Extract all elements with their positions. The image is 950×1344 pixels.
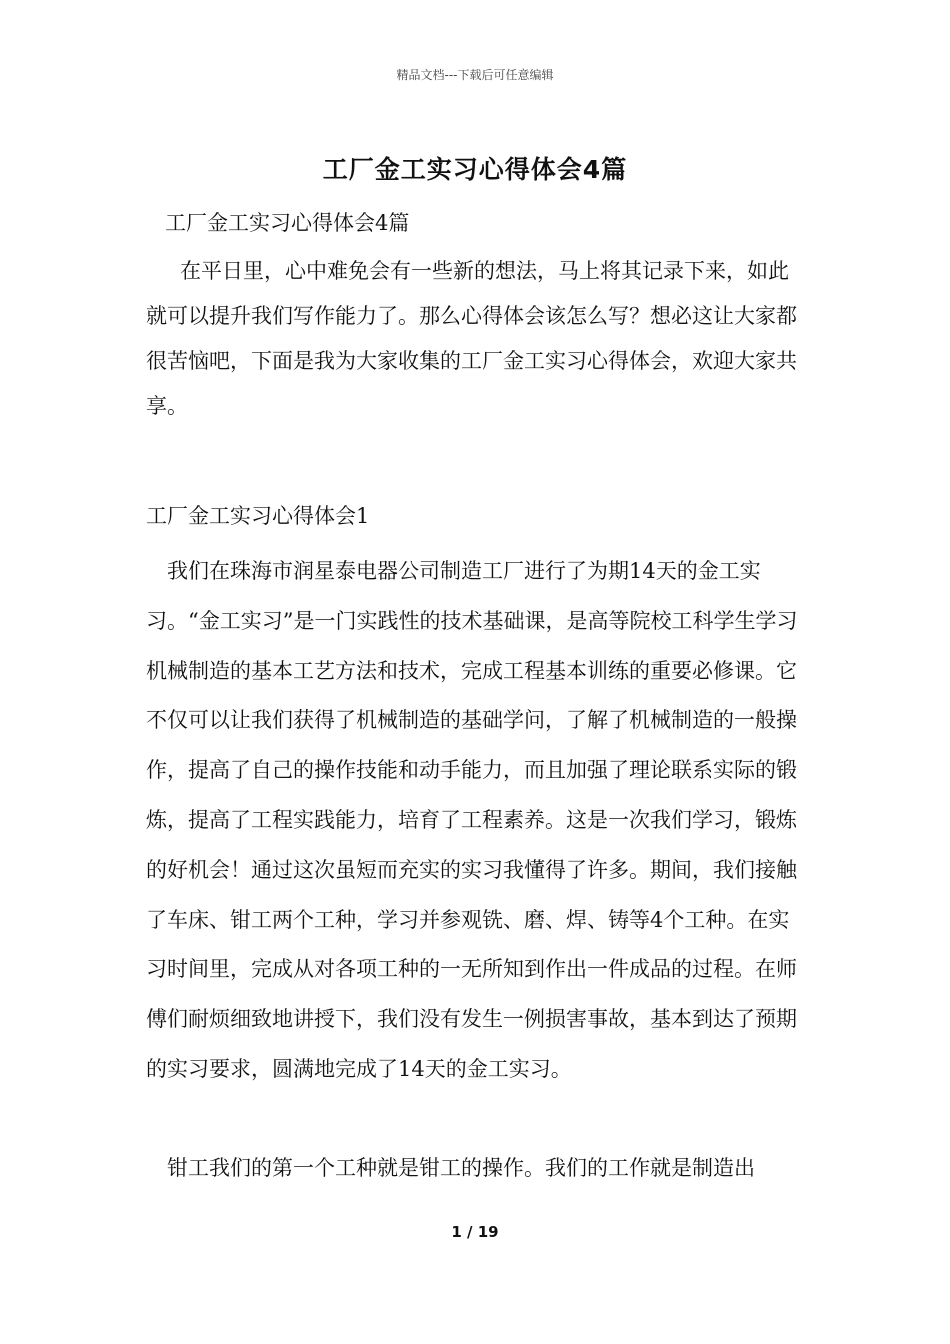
intro-paragraph [146, 249, 808, 429]
page-number: 1 / 19 [451, 1223, 499, 1241]
body-paragraph [146, 547, 808, 1095]
document-title: 工厂金工实习心得体会4篇 [322, 155, 628, 184]
document-subtitle: 工厂金工实习心得体会4篇 [165, 211, 410, 235]
page-header-note: 精品文档---下载后可任意编辑 [396, 68, 554, 82]
body-paragraph-text: 钳工我们的第一个工种就是钳工的操作。我们的工作就是制造出 [167, 1156, 755, 1180]
body-paragraph [146, 1144, 808, 1194]
section-heading: 工厂金工实习心得体会1 [146, 504, 370, 528]
intro-text: 在平日里，心中难免会有一些新的想法，马上将其记录下来，如此就可以提升我们写作能力了。那么心得体会该怎么写？想必这让大家都很苦恼吧，下面是我为大家收集的工厂金工实习心得体会，欢迎大家共享。 [146, 259, 797, 418]
body-paragraph-text: 我们在珠海市润星泰电器公司制造工厂进行了为期14天的金工实习。“金工实习”是一门实践性的技术基础课，是高等院校工科学生学习机械制造的基本工艺方法和技术，完成工程基本训练的重要必修课。它不仅可以让我们获得了机械制造的基础学问，了解了机械制造的一般操作，提高了自己的操作技能和动手能力，而且加强了理论联系实际的锻炼，提高了工程实践能力，培育了工程素养。这是一次我们学习，锻炼的好机会！通过这次虽短而充实的实习我懂得了许多。期间，我们接触了车床、钳工两个工种，学习并参观铣、磨、焊、铸等4个工种。在实习时间里，完成从对各项工种的一无所知到作出一件成品的过程。在师傅们耐烦细致地讲授下，我们没有发生一例损害事故，基本到达了预期的实习要求，圆满地完成了14天的金工实习。 [146, 559, 798, 1081]
